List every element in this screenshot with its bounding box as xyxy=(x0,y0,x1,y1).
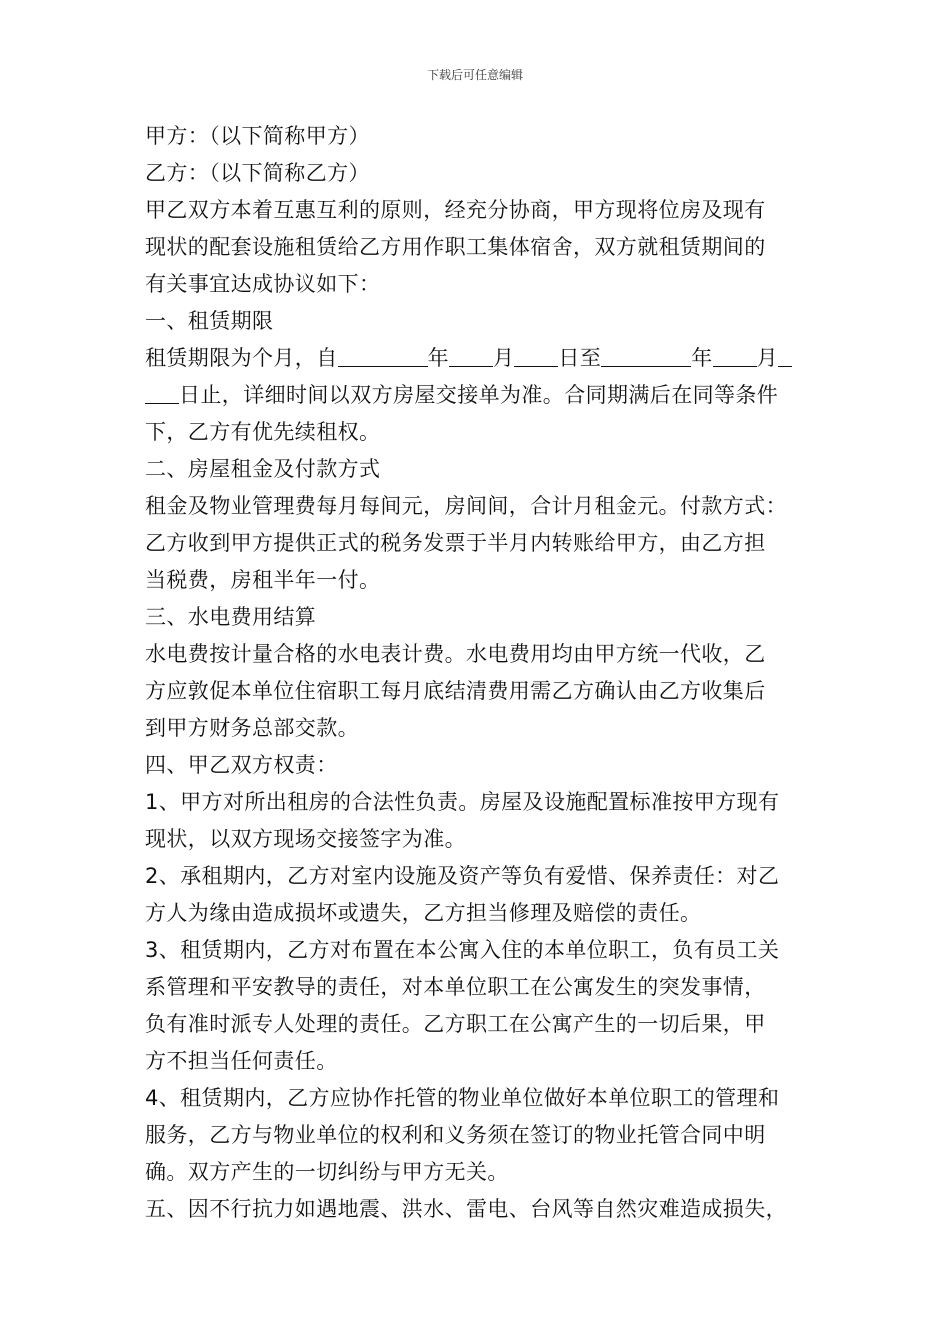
lease-term-line-2 xyxy=(145,377,825,414)
paragraph-line: 方人为缘由造成损坏或遗失，乙方担当修理及赔偿的责任。 xyxy=(145,901,702,925)
clause-2-line: 2、承租期内，乙方对室内设施及资产等负有爱惜、保养责任：对乙 xyxy=(145,864,780,888)
end-month-blank[interactable] xyxy=(713,344,757,367)
paragraph-line: 方应敦促本单位住宿职工每月底结清费用需乙方确认由乙方收集后 xyxy=(145,679,766,703)
lease-term-text: 租赁期限为个月，自 xyxy=(145,346,338,370)
paragraph-line: 下，乙方有优先续租权。 xyxy=(145,420,381,444)
clause-1-line: 1、甲方对所出租房的合法性负责。房屋及设施配置标准按甲方现有 xyxy=(145,790,780,814)
page-header: 下载后可任意编辑 xyxy=(426,68,523,82)
paragraph-line: 现状的配套设施租赁给乙方用作职工集体宿舍，双方就租赁期间的 xyxy=(145,235,766,259)
clause-3-line: 3、租赁期内，乙方对布置在本公寓入住的本单位职工，负有员工关 xyxy=(145,938,780,962)
section-heading-1: 一、租赁期限 xyxy=(145,309,274,333)
clause-4-line: 4、租赁期内，乙方应协作托管的物业单位做好本单位职工的管理和 xyxy=(145,1086,780,1110)
start-day-blank[interactable] xyxy=(514,344,558,367)
party-b-line: 乙方：（以下简称乙方） xyxy=(145,161,370,185)
party-a-line: 甲方：（以下简称甲方） xyxy=(145,124,370,148)
section-heading-2: 二、房屋租金及付款方式 xyxy=(145,457,381,481)
section-heading-4: 四、甲乙双方权责： xyxy=(145,753,338,777)
document-body xyxy=(145,118,825,1228)
year-label: 年 xyxy=(427,346,450,370)
paragraph-line: 甲乙双方本着互惠互利的原则，经充分协商，甲方现将位房及现有 xyxy=(145,198,766,222)
paragraph-line: 现状，以双方现场交接签字为准。 xyxy=(145,827,466,851)
start-year-blank[interactable] xyxy=(338,344,428,367)
start-month-blank[interactable] xyxy=(449,344,493,367)
paragraph-line: 租金及物业管理费每月每间元，房间间，合计月租金元。付款方式： xyxy=(145,494,787,518)
month-label: 月 xyxy=(756,346,779,370)
year-label: 年 xyxy=(691,346,713,370)
end-day-blank[interactable] xyxy=(145,381,179,404)
paragraph-line: 乙方收到甲方提供正式的税务发票于半月内转账给甲方，由乙方担 xyxy=(145,531,766,555)
paragraph-line: 负有准时派专人处理的责任。乙方职工在公寓产生的一切后果，甲 xyxy=(145,1012,766,1036)
paragraph-line: 水电费按计量合格的水电表计费。水电费用均由甲方统一代收，乙 xyxy=(145,642,766,666)
paragraph-line: 方不担当任何责任。 xyxy=(145,1049,338,1073)
paragraph-line: 系管理和平安教导的责任，对本单位职工在公寓发生的突发事情， xyxy=(145,975,766,999)
end-day-blank-part[interactable] xyxy=(778,344,792,367)
end-year-blank[interactable] xyxy=(601,344,691,367)
paragraph-line: 到甲方财务总部交款。 xyxy=(145,716,359,740)
paragraph-line: 当税费，房租半年一付。 xyxy=(145,568,381,592)
section-heading-3: 三、水电费用结算 xyxy=(145,605,317,629)
lease-term-line xyxy=(145,340,825,377)
day-to-label: 日至 xyxy=(558,346,602,370)
month-label: 月 xyxy=(493,346,515,370)
paragraph-line: 确。双方产生的一切纠纷与甲方无关。 xyxy=(145,1160,509,1184)
lease-term-text-2: 日止，详细时间以双方房屋交接单为准。合同期满后在同等条件 xyxy=(179,383,779,407)
paragraph-line: 有关事宜达成协议如下： xyxy=(145,272,381,296)
section-heading-5: 五、因不行抗力如遇地震、洪水、雷电、台风等自然灾难造成损失， xyxy=(145,1197,787,1221)
paragraph-line: 服务，乙方与物业单位的权利和义务须在签订的物业托管合同中明 xyxy=(145,1123,766,1147)
